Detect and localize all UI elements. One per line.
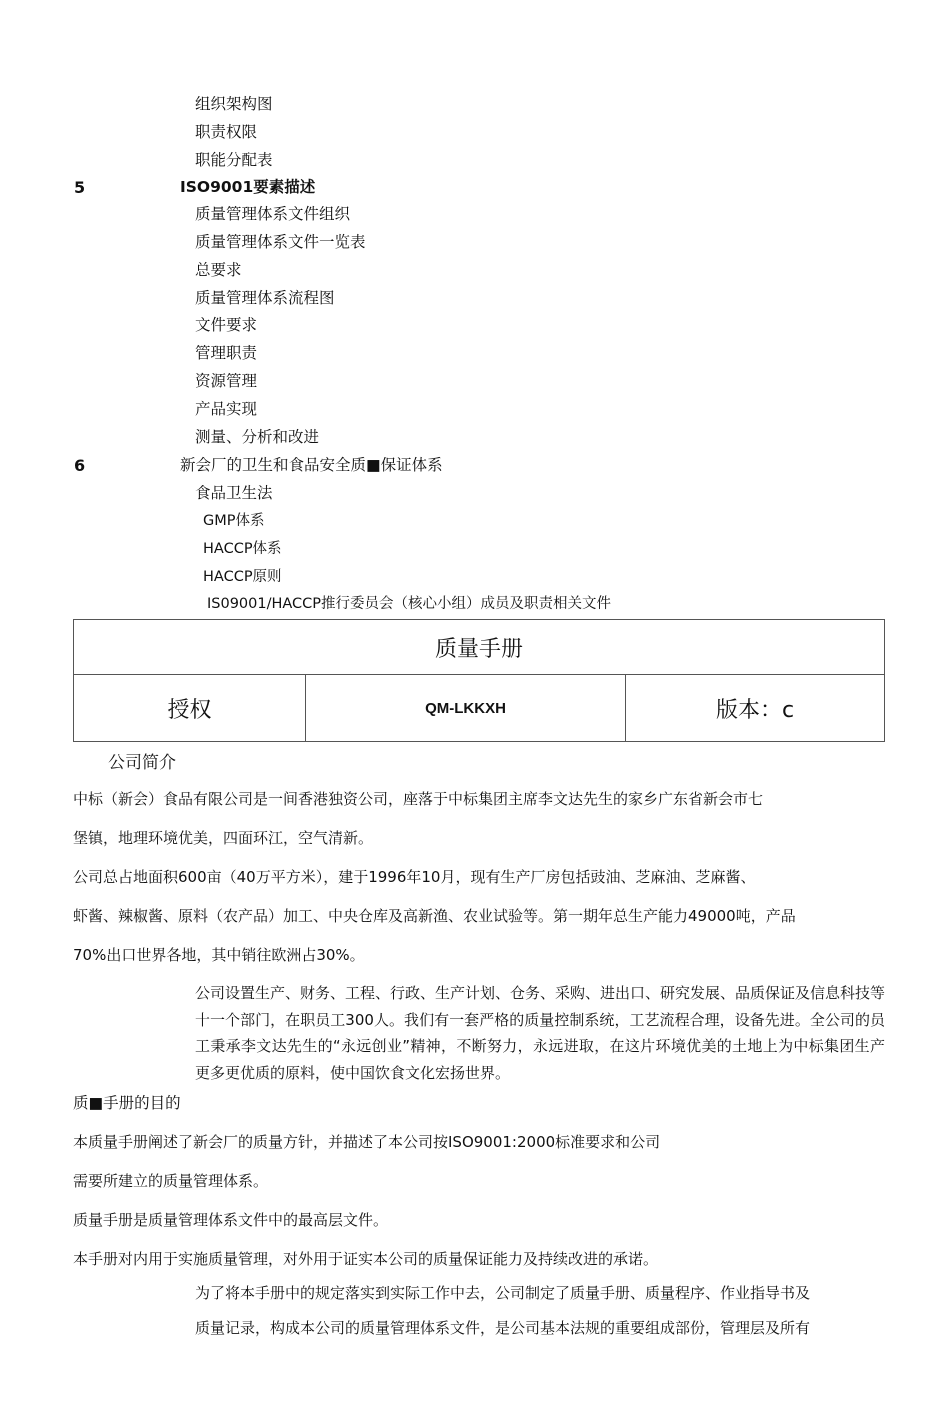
body-line: 本质量手册阐述了新会厂的质量方针，并描述了本公司按ISO9001:2000标准要求和公司 [73, 1133, 661, 1151]
toc-item: 测量、分析和改进 [195, 428, 320, 446]
toc-item: 质量管理体系流程图 [195, 289, 335, 307]
toc-section-number: 5 [74, 178, 86, 197]
toc-item: GMP体系 [203, 513, 265, 529]
toc-section-title: ISO9001要素描述 [180, 178, 316, 196]
manual-title: 质量手册 [74, 620, 885, 675]
toc-item: 组织架构图 [195, 95, 273, 113]
body-line: 堡镇，地理环境优美，四面环江，空气清新。 [73, 829, 374, 847]
toc-item: 产品实现 [195, 400, 258, 418]
body-line: 为了将本手册中的规定落实到实际工作中去，公司制定了质量手册、质量程序、作业指导书及 [195, 1284, 811, 1302]
body-line: 70%出口世界各地，其中销往欧洲占30%。 [73, 946, 365, 964]
toc-section-title: 新会厂的卫生和食品安全质■保证体系 [180, 456, 443, 474]
toc-item: 管理职责 [195, 344, 258, 362]
toc-item: 职能分配表 [195, 151, 273, 169]
toc-item: 总要求 [195, 261, 242, 279]
document-header-table [73, 619, 885, 742]
body-line: 公司总占地面积600亩（40万平方米），建于1996年10月，现有生产厂房包括豉油、芝麻油、芝麻酱、 [73, 868, 756, 886]
toc-item: HACCP原则 [203, 569, 282, 585]
section-heading: 公司简介 [108, 753, 176, 773]
toc-item: HACCP体系 [203, 541, 282, 557]
version-label: 版本：c [626, 675, 885, 742]
body-line: 虾酱、辣椒酱、原料（农产品）加工、中央仓库及高新渔、农业试验等。第一期年总生产能力49000吨，产品 [73, 907, 796, 925]
document-code: QM-LKKXH [306, 675, 626, 742]
toc-item: 食品卫生法 [195, 484, 273, 502]
section-heading: 质■手册的目的 [73, 1094, 181, 1112]
toc-section-number: 6 [74, 456, 86, 475]
toc-item: 文件要求 [195, 316, 258, 334]
body-line: 质量记录，构成本公司的质量管理体系文件，是公司基本法规的重要组成部份，管理层及所有 [195, 1319, 811, 1337]
body-line: 中标（新会）食品有限公司是一间香港独资公司，座落于中标集团主席李文达先生的家乡广东省新会市七 [73, 790, 764, 808]
body-line: 需要所建立的质量管理体系。 [73, 1172, 269, 1190]
authorize-label: 授权 [74, 675, 306, 742]
toc-item: 资源管理 [195, 372, 258, 390]
body-paragraph: 公司设置生产、财务、工程、行政、生产计划、仓务、采购、进出口、研究发展、品质保证及信息科技等十一个部门，在职员工300人。我们有一套严格的质量控制系统，工艺流程合理，设备先进。全公司的员工秉承李文达先生的“永远创业”精神，不断努力，永远进取，在这片环境优美的土地上为中标集团生产更多更优质的原料，使中国饮食文化宏扬世界。 [195, 984, 886, 1082]
body-line: 本手册对内用于实施质量管理，对外用于证实本公司的质量保证能力及持续改进的承诺。 [73, 1250, 659, 1268]
toc-item: IS09001/HACCP推行委员会（核心小组）成员及职责相关文件 [207, 596, 612, 612]
body-line: 质量手册是质量管理体系文件中的最高层文件。 [73, 1211, 389, 1229]
toc-item: 职责权限 [195, 123, 258, 141]
toc-item: 质量管理体系文件组织 [195, 205, 351, 223]
toc-item: 质量管理体系文件一览表 [195, 233, 366, 251]
